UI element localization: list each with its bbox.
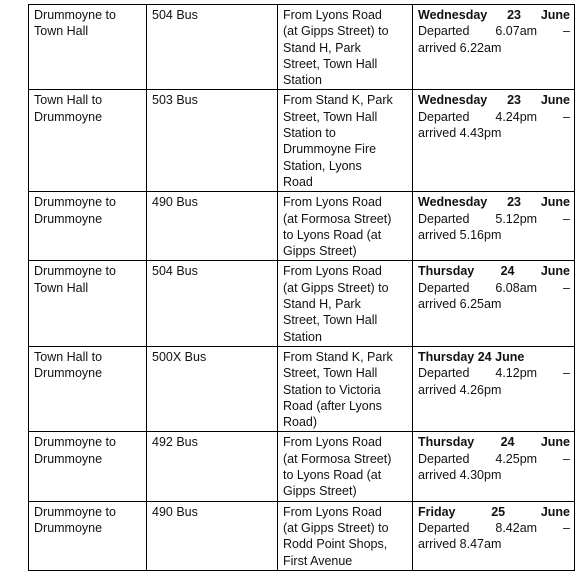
stops-line: Gipps Street) (283, 484, 357, 499)
route-line: Drummoyne (34, 211, 103, 226)
stops-cell (278, 90, 413, 192)
stops-line: Street, Town Hall (283, 313, 378, 328)
stops-line: From Lyons Road (283, 264, 382, 279)
route-line: Drummoyne to (34, 435, 116, 450)
stops-line: to Lyons Road (at (283, 468, 382, 483)
table-row (29, 5, 575, 90)
route-cell (29, 90, 147, 192)
stops-line: From Lyons Road (283, 435, 382, 450)
time-cell (413, 346, 575, 431)
trip-date: Friday 25 June (418, 504, 570, 519)
service-cell (147, 501, 278, 570)
time-cell (413, 432, 575, 501)
stops-line: From Stand K, Park (283, 349, 393, 364)
time-cell (413, 5, 575, 90)
route-cell (29, 261, 147, 346)
route-line: Drummoyne to (34, 264, 116, 279)
arrived-time: arrived 6.22am (418, 40, 502, 55)
trip-date: Wednesday 23 June (418, 195, 570, 210)
route-line: Town Hall to (34, 349, 103, 364)
service-cell (147, 432, 278, 501)
table-row (29, 261, 575, 346)
service-cell (147, 90, 278, 192)
service-label: 503 Bus (152, 93, 198, 108)
stops-line: Street, Town Hall (283, 366, 378, 381)
route-line: Drummoyne (34, 366, 103, 381)
arrived-time: arrived 4.26pm (418, 382, 502, 397)
trip-date: Thursday 24 June (418, 264, 570, 279)
stops-line: (at Formosa Street) (283, 451, 392, 466)
service-label: 504 Bus (152, 8, 198, 22)
stops-line: From Lyons Road (283, 8, 382, 22)
stops-line: to Lyons Road (at (283, 227, 382, 242)
stops-cell (278, 432, 413, 501)
stops-line: (at Gipps Street) to (283, 24, 389, 39)
table-row (29, 432, 575, 501)
route-line: Town Hall (34, 24, 89, 39)
route-cell (29, 5, 147, 90)
departed-time: Departed 5.12pm – (418, 211, 570, 226)
route-line: Town Hall to (34, 93, 103, 108)
route-line: Drummoyne to (34, 195, 116, 210)
stops-cell (278, 346, 413, 431)
stops-line: (at Gipps Street) to (283, 520, 389, 535)
trip-date: Thursday 24 June (418, 435, 570, 450)
route-line: Drummoyne (34, 451, 103, 466)
stops-line: From Lyons Road (283, 504, 382, 519)
service-cell (147, 346, 278, 431)
stops-cell (278, 5, 413, 90)
stops-line: From Stand K, Park (283, 93, 393, 108)
departed-time: Departed 6.07am – (418, 24, 570, 39)
service-cell (147, 261, 278, 346)
stops-line: Road (283, 174, 313, 189)
service-label: 490 Bus (152, 195, 198, 210)
stops-line: (at Gipps Street) to (283, 280, 389, 295)
arrived-time: arrived 4.30pm (418, 468, 502, 483)
table-row (29, 90, 575, 192)
arrived-time: arrived 4.43pm (418, 126, 502, 141)
stops-line: From Lyons Road (283, 195, 382, 210)
stops-line: Station (283, 329, 322, 344)
stops-line: Station to Victoria (283, 382, 381, 397)
stops-line: Gipps Street) (283, 244, 357, 259)
stops-cell (278, 192, 413, 261)
stops-line: Stand H, Park (283, 297, 361, 312)
trip-date: Wednesday 23 June (418, 93, 570, 108)
service-label: 492 Bus (152, 435, 198, 450)
service-label: 500X Bus (152, 349, 207, 364)
stops-line: Rodd Point Shops, (283, 537, 388, 552)
table-row (29, 192, 575, 261)
stops-line: Station to (283, 126, 336, 141)
stops-line: Road) (283, 415, 318, 430)
time-cell (413, 90, 575, 192)
departed-time: Departed 4.12pm – (418, 366, 570, 381)
departed-time: Departed 4.24pm – (418, 109, 570, 124)
route-line: Drummoyne (34, 109, 103, 124)
route-cell (29, 192, 147, 261)
trip-table (28, 4, 575, 571)
table-row (29, 501, 575, 570)
stops-line: Road (after Lyons (283, 398, 382, 413)
route-line: Drummoyne (34, 520, 103, 535)
stops-line: Station (283, 73, 322, 88)
route-cell (29, 346, 147, 431)
arrived-time: arrived 6.25am (418, 297, 502, 312)
arrived-time: arrived 8.47am (418, 537, 502, 552)
time-cell (413, 261, 575, 346)
departed-time: Departed 4.25pm – (418, 451, 570, 466)
route-cell (29, 501, 147, 570)
stops-line: (at Formosa Street) (283, 211, 392, 226)
service-cell (147, 5, 278, 90)
time-cell (413, 501, 575, 570)
stops-cell (278, 501, 413, 570)
trip-table-body (29, 5, 575, 571)
service-cell (147, 192, 278, 261)
table-row (29, 346, 575, 431)
trip-date: Wednesday 23 June (418, 8, 570, 22)
service-label: 490 Bus (152, 504, 198, 519)
stops-line: Street, Town Hall (283, 56, 378, 71)
stops-line: Drummoyne Fire (283, 142, 377, 157)
departed-time: Departed 8.42am – (418, 520, 570, 535)
departed-time: Departed 6.08am – (418, 280, 570, 295)
route-line: Town Hall (34, 280, 89, 295)
service-label: 504 Bus (152, 264, 198, 279)
stops-cell (278, 261, 413, 346)
trip-date: Thursday 24 June (418, 349, 525, 364)
route-cell (29, 432, 147, 501)
stops-line: Stand H, Park (283, 40, 361, 55)
route-line: Drummoyne to (34, 504, 116, 519)
route-line: Drummoyne to (34, 8, 116, 22)
time-cell (413, 192, 575, 261)
stops-line: Street, Town Hall (283, 109, 378, 124)
stops-line: Station, Lyons (283, 158, 362, 173)
arrived-time: arrived 5.16pm (418, 227, 502, 242)
stops-line: First Avenue (283, 553, 353, 568)
